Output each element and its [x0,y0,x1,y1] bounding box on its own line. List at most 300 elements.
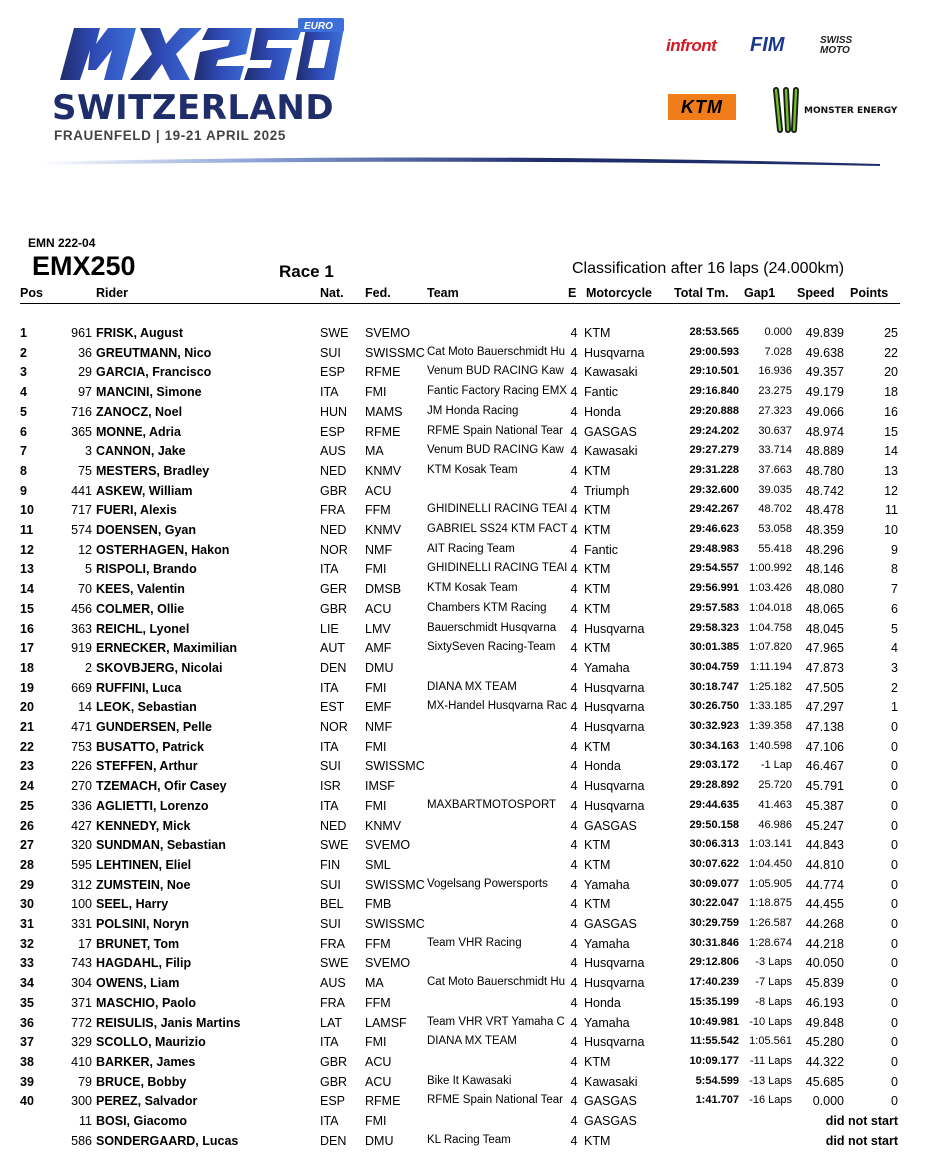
motorcycle: Kawasaki [584,365,638,380]
nationality: NOR [320,542,348,557]
total-time: 29:12.806 [689,956,739,969]
points: 0 [891,779,898,794]
engine-class: 4 [570,523,578,537]
gap: 1:33.185 [749,700,792,713]
table-row [0,937,926,956]
nationality: FIN [320,857,341,872]
team-name: KL Racing Team [427,1133,511,1146]
points: 0 [891,739,898,754]
nationality: ITA [320,562,339,577]
speed: 49.848 [805,1015,844,1030]
table-row [0,779,926,798]
position: 9 [20,483,27,498]
speed: 47.297 [805,700,844,715]
rider-number: 329 [71,1035,92,1050]
col-header-gap: Gap1 [744,286,776,300]
table-row [0,1055,926,1074]
total-time: 5:54.599 [695,1074,739,1087]
rider-name: GARCIA, Francisco [96,365,212,380]
motorcycle: Kawasaki [584,444,638,459]
table-row [0,681,926,700]
gap: 1:05.561 [749,1035,792,1048]
status: did not start [825,1133,898,1148]
speed: 47.873 [805,660,844,675]
points: 1 [891,700,898,715]
gap: -1 Lap [760,759,792,772]
speed: 44.268 [805,917,844,931]
motorcycle: Kawasaki [584,1074,638,1089]
nationality: EST [320,700,345,715]
table-row [0,543,926,562]
total-time: 10:49.981 [689,1015,739,1028]
total-time: 1:41.707 [695,1094,739,1107]
rider-number: 312 [71,877,92,892]
speed: 40.050 [805,956,844,971]
gap: -3 Laps [755,956,792,969]
speed: 49.357 [805,365,844,380]
event-location-date: FRAUENFELD | 19-21 APRIL 2025 [54,128,286,143]
points: 13 [884,463,898,478]
gap: -7 Laps [755,976,792,989]
points: 0 [891,976,898,991]
speed: 48.742 [805,483,844,498]
team-name: MAXBARTMOTOSPORT [427,798,557,811]
table-row [0,622,926,641]
rider-name: LEHTINEN, Eliel [96,857,192,872]
total-time: 30:31.846 [689,936,739,949]
nationality: FRA [320,995,345,1010]
engine-class: 4 [570,463,578,478]
table-row [0,858,926,877]
engine-class: 4 [570,424,578,439]
speed: 48.974 [805,424,844,439]
position: 16 [20,621,34,636]
nationality: NOR [320,720,348,734]
federation: DMU [365,1133,394,1148]
position: 5 [20,404,27,419]
rider-number: 331 [71,917,92,931]
points: 0 [891,877,898,892]
motorcycle: GASGAS [584,1094,637,1109]
federation: MAMS [365,404,403,419]
speed: 49.179 [805,385,844,400]
federation: SWISSMC [365,345,425,360]
federation: AMF [365,641,392,656]
table-row [0,641,926,660]
total-time: 29:24.202 [689,424,739,437]
table-row [0,838,926,857]
rider-name: ASKEW, William [96,483,193,498]
motorcycle: Husqvarna [584,345,645,360]
total-time: 30:29.759 [689,917,739,929]
speed: 47.138 [805,720,844,734]
rider-number: 961 [71,326,92,340]
col-header-motorcycle: Motorcycle [586,286,652,300]
rider-name: BUSATTO, Patrick [96,739,204,754]
motorcycle: Honda [584,759,621,774]
position: 19 [20,680,34,695]
engine-class: 4 [570,621,578,636]
header-divider [40,148,880,172]
engine-class: 4 [570,345,578,360]
position: 30 [20,897,34,912]
points: 15 [884,424,898,439]
points: 0 [891,1035,898,1050]
total-time: 29:44.635 [689,798,739,811]
gap: 1:04.450 [749,857,792,870]
rider-name: KENNEDY, Mick [96,818,191,833]
nationality: SWE [320,838,349,853]
points: 9 [891,542,898,557]
classification-title: Classification after 16 laps (24.000km) [572,260,845,277]
points: 8 [891,562,898,577]
motorcycle: KTM [584,523,611,537]
rider-number: 471 [71,720,92,734]
motorcycle: Husqvarna [584,1035,645,1050]
engine-class: 4 [570,1094,578,1109]
engine-class: 4 [570,404,578,419]
rider-number: 371 [71,995,92,1010]
table-row [0,1134,926,1153]
event-country: SWITZERLAND [52,88,335,128]
motorcycle: Husqvarna [584,976,645,991]
points: 16 [884,404,898,419]
rider-number: 226 [71,759,92,774]
federation: EMF [365,700,392,715]
speed: 45.685 [805,1074,844,1089]
federation: FMI [365,1114,387,1128]
rider-name: TZEMACH, Ofir Casey [96,779,227,794]
team-name: Chambers KTM Racing [427,601,547,614]
total-time: 29:42.267 [689,503,739,516]
speed: 48.780 [805,463,844,478]
gap: 1:03.426 [749,582,792,595]
status: did not start [825,1114,898,1128]
engine-class: 4 [570,1054,578,1069]
rider-name: STEFFEN, Arthur [96,759,198,774]
speed: 44.774 [805,877,844,892]
speed: 48.296 [805,542,844,557]
rider-number: 427 [71,818,92,833]
table-row [0,759,926,778]
points: 0 [891,720,898,734]
table-row [0,503,926,522]
motorcycle: KTM [584,739,611,754]
rider-number: 17 [78,936,92,951]
position: 2 [20,345,27,360]
gap: 1:00.992 [749,562,792,575]
team-name: DIANA MX TEAM [427,680,517,693]
gap: 23.275 [758,385,792,398]
nationality: ESP [320,1094,346,1109]
rider-name: MASCHIO, Paolo [96,995,197,1010]
points: 20 [884,365,898,380]
engine-class: 4 [570,1074,578,1089]
gap: 1:04.018 [749,601,792,614]
points: 10 [884,523,898,537]
engine-class: 4 [570,562,578,577]
rider-name: REISULIS, Janis Martins [96,1015,241,1030]
col-header-e: E [568,286,577,300]
total-time: 30:26.750 [689,700,739,713]
federation: ACU [365,601,392,616]
position: 34 [20,976,34,991]
motorcycle: GASGAS [584,917,637,931]
rider-number: 12 [78,542,92,557]
rider-name: GUNDERSEN, Pelle [96,720,213,734]
engine-class: 4 [570,503,578,518]
position: 37 [20,1035,34,1050]
gap: 37.663 [758,463,792,476]
rider-name: MANCINI, Simone [96,385,202,400]
engine-class: 4 [570,1133,578,1148]
nationality: ESP [320,424,346,439]
position: 1 [20,326,27,340]
gap: 55.418 [758,542,792,555]
team-name: Bike It Kawasaki [427,1074,512,1087]
gap: 1:40.598 [749,739,792,752]
federation: KNMV [365,463,402,478]
table-row [0,1114,926,1133]
nationality: GBR [320,1054,348,1069]
federation: DMSB [365,582,402,597]
engine-class: 4 [570,326,578,340]
federation: FMI [365,739,387,754]
position: 15 [20,601,34,616]
rider-name: LEOK, Sebastian [96,700,197,715]
engine-class: 4 [570,739,578,754]
total-time: 29:54.557 [689,562,739,575]
federation: ACU [365,483,392,498]
total-time: 29:10.501 [689,365,739,378]
motorcycle: KTM [584,503,611,518]
points: 0 [891,1015,898,1030]
col-header-rider: Rider [96,286,128,300]
total-time: 29:16.840 [689,385,739,398]
rider-number: 363 [71,621,92,636]
table-row [0,819,926,838]
nationality: ITA [320,680,339,695]
points: 18 [884,385,898,400]
federation: FFM [365,936,391,951]
rider-name: BARKER, James [96,1054,196,1069]
gap: 53.058 [758,523,792,535]
nationality: FRA [320,936,345,951]
points: 0 [891,1054,898,1069]
total-time: 30:32.923 [689,720,739,732]
rider-number: 100 [71,897,92,912]
motorcycle: KTM [584,1054,611,1069]
position: 20 [20,700,34,715]
header-rule [20,303,900,304]
points: 0 [891,798,898,813]
team-name: Vogelsang Powersports [427,877,548,890]
position: 3 [20,365,27,380]
total-time: 30:07.622 [689,857,739,870]
speed: 44.810 [805,857,844,872]
speed: 48.045 [805,621,844,636]
motorcycle: GASGAS [584,818,637,833]
col-header-speed: Speed [797,286,835,300]
engine-class: 4 [570,365,578,380]
engine-class: 4 [570,483,578,498]
nationality: LIE [320,621,339,636]
team-name: RFME Spain National Tear [427,1094,563,1107]
federation: SVEMO [365,838,411,853]
position: 29 [20,877,34,892]
federation: SVEMO [365,326,411,340]
table-row [0,799,926,818]
position: 32 [20,936,34,951]
speed: 44.843 [805,838,844,853]
fim-logo: FIM [750,34,785,56]
total-time: 28:53.565 [689,326,739,338]
speed: 49.638 [805,345,844,360]
engine-class: 4 [570,759,578,774]
federation: LAMSF [365,1015,407,1030]
table-row [0,444,926,463]
gap: -10 Laps [749,1015,792,1028]
total-time: 30:09.077 [689,877,739,890]
table-row [0,700,926,719]
results-table-header [0,286,926,304]
total-time: 29:00.593 [689,345,739,358]
gap: 0.000 [764,326,792,338]
speed: 48.889 [805,444,844,459]
ktm-logo: KTM [668,94,736,120]
motorcycle: KTM [584,857,611,872]
rider-number: 336 [71,798,92,813]
table-row [0,365,926,384]
table-row [0,1035,926,1054]
federation: SVEMO [365,956,411,971]
engine-class: 4 [570,838,578,853]
mx250-logo [52,18,350,88]
total-time: 29:48.983 [689,542,739,555]
gap: 41.463 [758,798,792,811]
points: 11 [885,503,898,518]
federation: FMB [365,897,392,912]
rider-number: 574 [71,523,92,537]
gap: 1:39.358 [749,720,792,732]
motorcycle: GASGAS [584,1114,637,1128]
engine-class: 4 [570,660,578,675]
gap: 46.986 [758,818,792,831]
table-row [0,720,926,739]
table-row [0,523,926,542]
motorcycle: Yamaha [584,660,630,675]
team-name: Fantic Factory Racing EMX [427,385,567,398]
col-header-team: Team [427,286,459,300]
federation: SWISSMC [365,759,425,774]
rider-name: SCOLLO, Maurizio [96,1035,206,1050]
table-row [0,326,926,345]
gap: -16 Laps [749,1094,792,1107]
speed: 45.280 [805,1035,844,1050]
rider-number: 586 [71,1133,92,1148]
team-name: Venum BUD RACING Kaw [427,365,564,378]
engine-class: 4 [570,700,578,715]
federation: LMV [365,621,391,636]
total-time: 29:20.888 [689,404,739,417]
federation: MA [365,976,384,991]
table-row [0,996,926,1015]
position: 10 [20,503,34,518]
points: 0 [891,917,898,931]
federation: ACU [365,1074,392,1089]
points: 3 [891,660,898,675]
federation: ACU [365,1054,392,1069]
col-header-fed: Fed. [365,286,391,300]
rider-name: SUNDMAN, Sebastian [96,838,226,853]
points: 0 [891,759,898,774]
position: 12 [20,542,34,557]
gap: 1:03.141 [749,838,792,851]
team-name: SixtySeven Racing-Team [427,641,556,654]
federation: IMSF [365,779,395,794]
rider-number: 5 [85,562,92,577]
motorcycle: GASGAS [584,424,637,439]
rider-number: 3 [85,444,92,459]
points: 12 [884,483,898,498]
total-time: 29:31.228 [689,463,739,476]
speed: 45.247 [805,818,844,833]
rider-name: BRUNET, Tom [96,936,180,951]
gap: 1:07.820 [749,641,792,654]
points: 14 [884,444,898,459]
federation: FMI [365,798,387,813]
rider-name: CANNON, Jake [96,444,186,459]
team-name: Bauerschmidt Husqvarna [427,621,557,634]
rider-name: ZUMSTEIN, Noe [96,877,191,892]
motorcycle: KTM [584,562,611,577]
gap: 1:25.182 [749,680,792,693]
nationality: AUT [320,641,345,656]
engine-class: 4 [570,779,578,794]
points: 0 [891,1094,898,1109]
rider-name: MONNE, Adria [96,424,181,439]
motorcycle: Honda [584,995,621,1010]
position: 23 [20,759,34,774]
speed: 45.839 [805,976,844,991]
svg-text:MONSTER ENERGY: MONSTER ENERGY [804,106,898,116]
rider-name: RISPOLI, Brando [96,562,197,577]
points: 0 [891,995,898,1010]
total-time: 15:35.199 [689,995,739,1008]
speed: 47.106 [805,739,844,754]
position: 35 [20,995,34,1010]
rider-name: KEES, Valentin [96,582,185,597]
motorcycle: Husqvarna [584,700,645,715]
rider-name: ERNECKER, Maximilian [96,641,238,656]
motorcycle: Husqvarna [584,798,645,813]
nationality: ITA [320,385,339,400]
points: 6 [891,601,898,616]
speed: 44.455 [805,897,844,912]
engine-class: 4 [570,444,578,459]
rider-name: GREUTMANN, Nico [96,345,212,360]
rider-number: 79 [78,1074,92,1089]
rider-name: AGLIETTI, Lorenzo [96,798,209,813]
rider-number: 70 [78,582,92,597]
rider-number: 669 [71,680,92,695]
table-row [0,602,926,621]
col-header-nat: Nat. [320,286,344,300]
engine-class: 4 [570,897,578,912]
gap: -13 Laps [749,1074,792,1087]
nationality: ITA [320,1114,339,1128]
document-code: EMN 222-04 [28,236,96,250]
